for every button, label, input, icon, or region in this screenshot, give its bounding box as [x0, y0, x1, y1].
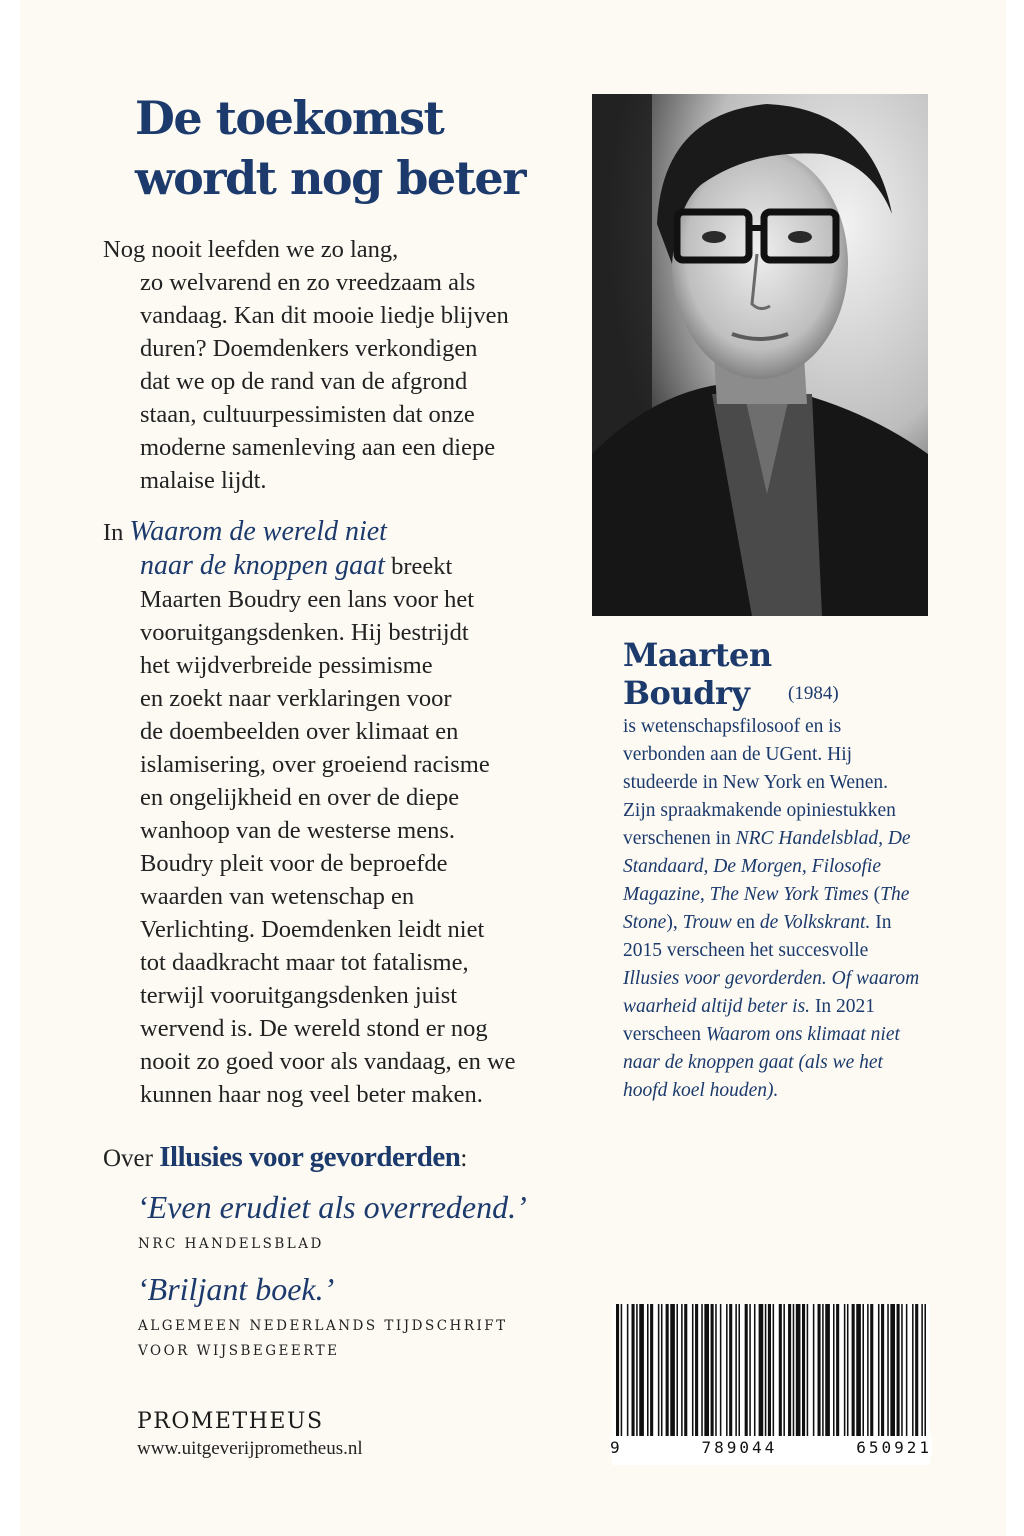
barcode-bar [924, 1304, 926, 1436]
desc-line: tot daadkracht maar tot fatalisme, [140, 949, 469, 976]
barcode-bar [666, 1304, 669, 1436]
barcode-bar [773, 1304, 775, 1436]
heading-line-1: De toekomst [135, 91, 444, 145]
barcode-bar [765, 1304, 767, 1436]
barcode-bar [881, 1304, 884, 1436]
desc-line: de doembeelden over klimaat en [140, 718, 459, 745]
over-prefix: Over [103, 1145, 153, 1172]
barcode-bar [887, 1304, 889, 1436]
barcode-bar [684, 1304, 687, 1436]
barcode-bar [695, 1304, 698, 1436]
desc-line: Verlichting. Doemdenken leidt niet [140, 916, 485, 943]
publisher-website: www.uitgeverijprometheus.nl [137, 1438, 363, 1459]
book-title-line-1: Waarom de wereld niet [129, 516, 387, 547]
barcode-bar [847, 1304, 849, 1436]
barcode-bar [749, 1304, 751, 1436]
author-photo [592, 94, 928, 616]
desc-line: waarden van wetenschap en [140, 883, 415, 910]
barcode-bar [802, 1304, 805, 1436]
bio-publication: de Volkskrant. [759, 912, 871, 933]
barcode-bar [836, 1304, 839, 1436]
barcode-bar [844, 1304, 846, 1436]
bio-book-title: Illusies voor gevorderden. Of waarom waarheid altijd beter is. [623, 968, 920, 1017]
review-source-2 [138, 1314, 508, 1364]
isbn-digit-group: 789044 [701, 1438, 778, 1457]
bio-publication: De Standaard, De Morgen, [623, 828, 911, 877]
barcode-bar [701, 1304, 703, 1436]
barcode-bar [768, 1304, 771, 1436]
barcode-bar [852, 1304, 855, 1436]
heading-line-2: wordt nog beter [135, 151, 525, 205]
desc-prefix: In [103, 519, 124, 546]
author-last-name: Boudry [623, 674, 750, 712]
barcode-bar [906, 1304, 908, 1436]
barcode-bar [647, 1304, 649, 1436]
barcode-bar [704, 1304, 709, 1436]
author-birth-year: (1984) [788, 683, 839, 704]
barcode-bar [825, 1304, 830, 1436]
barcode-bar [729, 1304, 732, 1436]
barcode-bar [616, 1304, 619, 1436]
review-source-1: NRC HANDELSBLAD [138, 1236, 324, 1252]
bio-publication: NRC Handelsblad, [735, 828, 883, 849]
bio-text: ), [666, 912, 683, 933]
bio-text: In 2021 verscheen [623, 996, 876, 1045]
author-name [623, 636, 772, 712]
desc-line: wervend is. De wereld stond er nog [140, 1015, 488, 1042]
barcode-bar [856, 1304, 861, 1436]
desc-line: het wijdverbreide pessimisme [140, 652, 433, 679]
barcode-bar [788, 1304, 791, 1436]
barcode-bar [890, 1304, 895, 1436]
intro-line: moderne samenleving aan een diepe [140, 434, 496, 461]
barcode-bar [715, 1304, 717, 1436]
desc-line: terwijl vooruitgangsdenken juist [140, 982, 458, 1009]
barcode-bar [779, 1304, 782, 1436]
barcode-bar [726, 1304, 728, 1436]
publisher-logo: PROMETHEUS [137, 1409, 324, 1434]
barcode-bar [912, 1304, 914, 1436]
desc-line: kunnen haar nog veel beter maken. [140, 1081, 483, 1108]
barcode-bar [783, 1304, 785, 1436]
back-cover [20, 0, 1006, 1536]
barcode-bars [612, 1304, 930, 1436]
barcode-bar [632, 1304, 635, 1436]
bio-publication: Filosofie Magazine, The New York Times [623, 856, 881, 905]
desc-line: en ongelijkheid en over de diepe [140, 784, 460, 811]
book-title-line-2: naar de knoppen gaat [140, 550, 385, 581]
bio-text: In 2015 verscheen het succesvolle [623, 912, 892, 961]
barcode-bar [650, 1304, 653, 1436]
barcode-bar [793, 1304, 795, 1436]
over-colon: : [460, 1145, 468, 1172]
barcode-bar [627, 1304, 629, 1436]
cover-heading [135, 88, 575, 208]
bio-text: ( [868, 884, 881, 905]
barcode-bar [681, 1304, 683, 1436]
intro-line: vandaag. Kan dit mooie liedje blijven [140, 302, 509, 329]
desc-line: nooit zo goed voor als vandaag, en we [140, 1048, 516, 1075]
intro-line: duren? Doemdenkers verkondigen [140, 335, 478, 362]
barcode-bar [692, 1304, 694, 1436]
barcode-bar [661, 1304, 663, 1436]
barcode-bar [818, 1304, 821, 1436]
barcode-bar [676, 1304, 678, 1436]
isbn-digit-group: 9 [610, 1438, 623, 1457]
bio-text: is wetenschapsfilosoof en is verbonden aan de UGent. Hij studeerde in New York en Wenen. Zijn spraakmakende opiniestukken verschenen in [623, 716, 896, 849]
barcode-bar [670, 1304, 675, 1436]
isbn-number [610, 1438, 932, 1457]
barcode-bar [711, 1304, 714, 1436]
review-source-2-line-2: VOOR WIJSBEGEERTE [138, 1343, 340, 1359]
author-portrait-image [592, 94, 928, 616]
intro-line: malaise lijdt. [140, 467, 267, 494]
bio-publication: Trouw [682, 912, 732, 933]
barcode-bar [636, 1304, 638, 1436]
bio-book-title: Waarom ons klimaat niet naar de knoppen gaat (als we het hoofd koel houden). [623, 1024, 900, 1101]
barcode-bar [621, 1304, 623, 1436]
barcode-bar [735, 1304, 737, 1436]
barcode-bar [867, 1304, 869, 1436]
desc-line: en zoekt naar verklaringen voor [140, 685, 452, 712]
barcode-bar [833, 1304, 835, 1436]
barcode-bar [745, 1304, 748, 1436]
barcode-bar [813, 1304, 815, 1436]
barcode-bar [897, 1304, 900, 1436]
barcode-bar [807, 1304, 809, 1436]
barcode-bar [822, 1304, 824, 1436]
barcode-bar [759, 1304, 764, 1436]
barcode-bar [658, 1304, 660, 1436]
review-source-2-line-1: ALGEMEEN NEDERLANDS TIJDSCHRIFT [138, 1318, 508, 1334]
barcode-bar [639, 1304, 644, 1436]
desc-line: Boudry pleit voor de beproefde [140, 850, 448, 877]
author-first-name: Maarten [623, 636, 772, 674]
review-quote-2: ‘Briljant boek.’ [137, 1271, 335, 1307]
isbn-digit-group: 650921 [856, 1438, 932, 1457]
desc-line: vooruitgangsdenken. Hij bestrijdt [140, 619, 469, 646]
barcode-bar [862, 1304, 864, 1436]
bio-text: en [731, 912, 760, 933]
barcode-bar [796, 1304, 801, 1436]
barcode-bar [878, 1304, 880, 1436]
intro-line: Nog nooit leefden we zo lang, [103, 236, 399, 263]
desc-after-title: breekt [391, 553, 453, 580]
intro-paragraph [103, 233, 563, 497]
intro-line: zo welvarend en zo vreedzaam als [140, 269, 476, 296]
barcode-bar [720, 1304, 722, 1436]
review-intro [103, 1141, 623, 1174]
bio-publication: The Stone [623, 884, 910, 933]
description-paragraph [103, 515, 573, 1111]
desc-line: islamisering, over groeiend racisme [140, 751, 490, 778]
desc-line: wanhoop van de westerse mens. [140, 817, 456, 844]
barcode-bar [915, 1304, 918, 1436]
barcode-bar [921, 1304, 923, 1436]
barcode-bar [738, 1304, 740, 1436]
barcode-bar [870, 1304, 873, 1436]
review-quote-1: ‘Even erudiet als overredend.’ [137, 1189, 527, 1225]
barcode-bar [901, 1304, 903, 1436]
previous-book-title: Illusies voor gevorderden [159, 1141, 461, 1173]
barcode-bar [754, 1304, 756, 1436]
intro-line: dat we op de rand van de afgrond [140, 368, 468, 395]
intro-line: staan, cultuurpessimisten dat onze [140, 401, 475, 428]
author-bio [623, 713, 923, 1105]
desc-line: Maarten Boudry een lans voor het [140, 586, 475, 613]
